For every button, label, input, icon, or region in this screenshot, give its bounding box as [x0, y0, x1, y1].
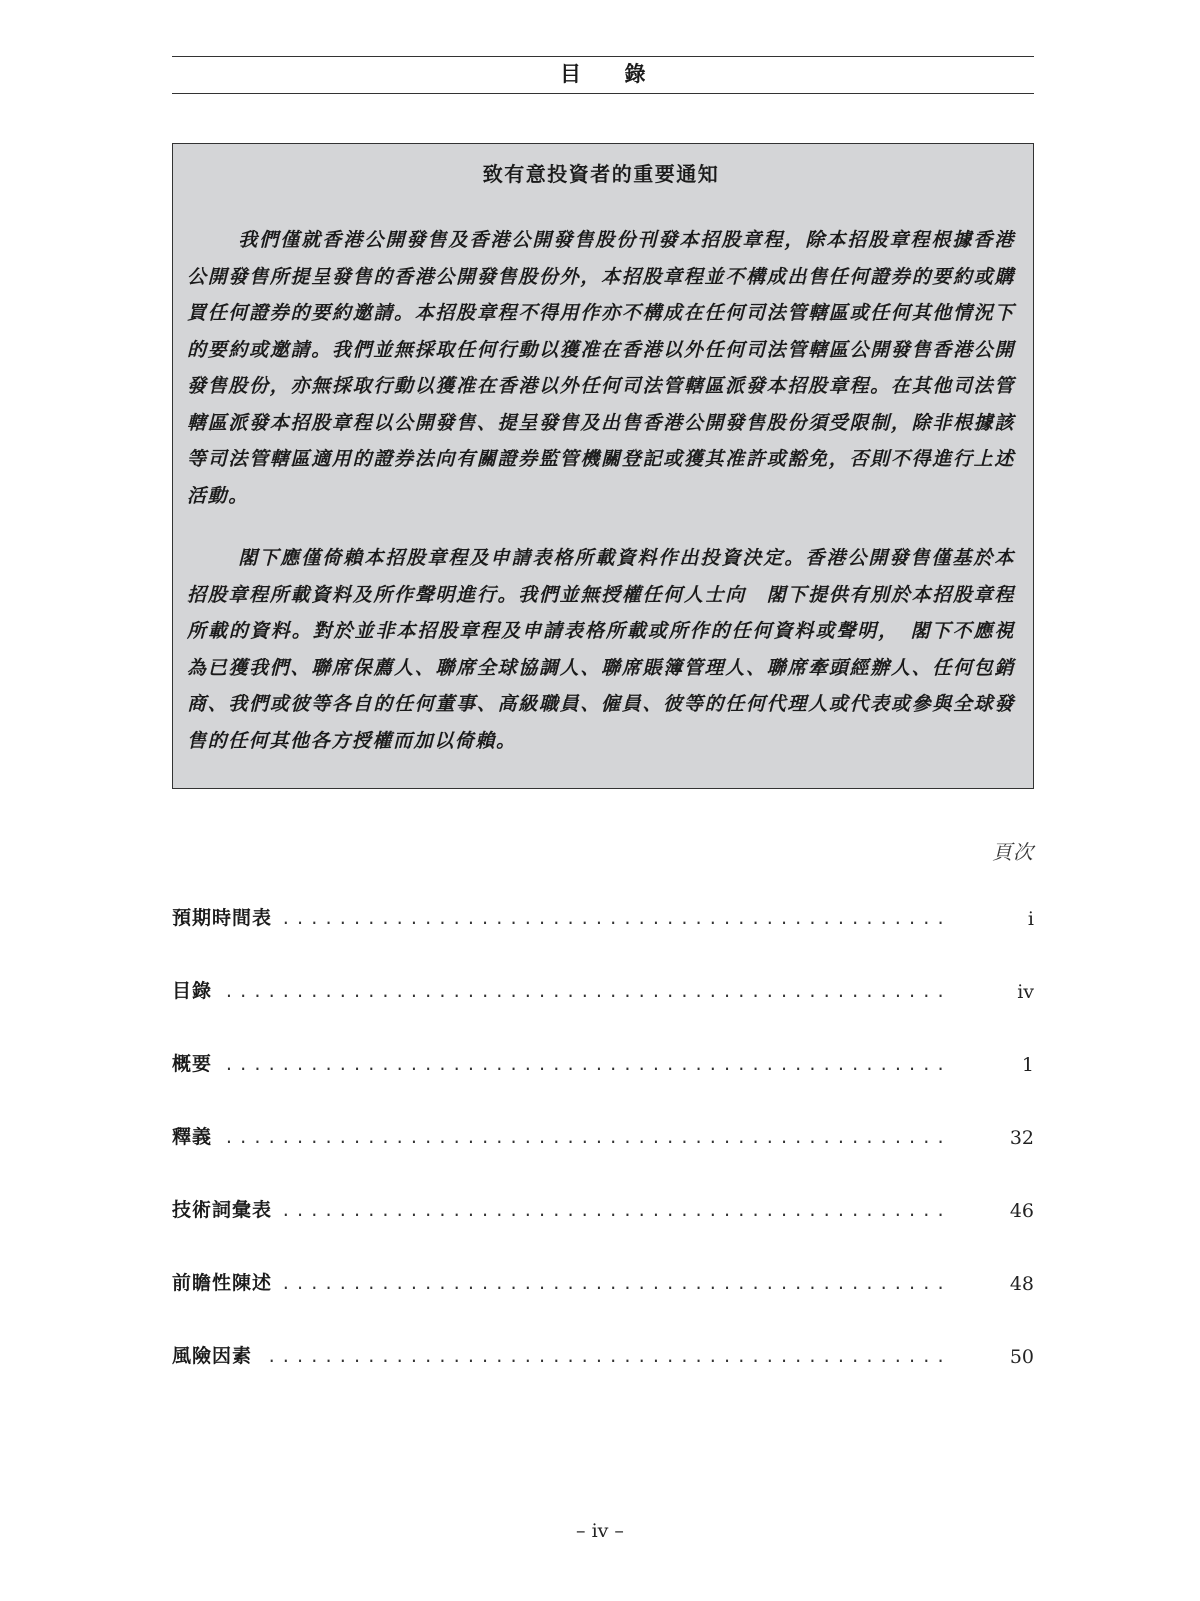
notice-paragraph: 我們僅就香港公開發售及香港公開發售股份刊發本招股章程，除本招股章程根據香港公開發售所提呈發售的香港公開發售股份外，本招股章程並不構成出售任何證券的要約或購買任何證券的要約邀請。本招股章程不得用作亦不構成在任何司法管轄區或任何其他情況下的要約或邀請。我們並無採取任何行動以獲准在香港以外任何司法管轄區公開發售香港公開發售股份，亦無採取行動以獲准在香港以外任何司法管轄區派發本招股章程。在其他司法管轄區派發本招股章程以公開發售、提呈發售及出售香港公開發售股份須受限制，除非根據該等司法管轄區適用的證券法向有關證券監管機關登記或獲其准許或豁免，否則不得進行上述活動。 — [187, 229, 1015, 507]
dot-leader: ................................................... — [224, 1055, 950, 1074]
toc-entry-label[interactable]: 風險因素 — [172, 1345, 253, 1367]
toc-entry[interactable] — [172, 1124, 1034, 1197]
toc-entry-label[interactable]: 釋義 — [172, 1126, 213, 1148]
toc-entry-page: 1 — [1021, 1054, 1034, 1076]
toc-entry-page: 48 — [1009, 1273, 1034, 1295]
notice-title: 致有意投資者的重要通知 — [482, 162, 720, 186]
dot-leader: ............................................... — [281, 1274, 950, 1293]
toc-entry[interactable] — [172, 1051, 1034, 1124]
toc-entry[interactable] — [172, 1197, 1034, 1270]
toc-entry[interactable] — [172, 978, 1034, 1051]
dot-leader: ................................................... — [224, 982, 950, 1001]
toc-entry-label[interactable]: 概要 — [172, 1053, 213, 1075]
table-of-contents — [172, 905, 1034, 1416]
notice-paragraph: 閣下應僅倚賴本招股章程及申請表格所載資料作出投資決定。香港公開發售僅基於本招股章程所載資料及所作聲明進行。我們並無授權任何人士向 閣下提供有別於本招股章程所載的資料。對於並非本招股章程及申請表格所載或所作的任何資料或聲明， 閣下不應視為已獲我們、聯席保薦人、聯席全球協調人、聯席賬簿管理人、聯席牽頭經辦人、任何包銷商、我們或彼等各自的任何董事、高級職員、僱員、彼等的任何代理人或代表或參與全球發售的任何其他各方授權而加以倚賴。 — [187, 547, 1015, 752]
dot-leader: ................................................ — [266, 1347, 950, 1366]
toc-entry-label[interactable]: 技術詞彙表 — [172, 1199, 273, 1221]
dot-leader: ................................................... — [224, 1128, 950, 1147]
page-title: 目 錄 — [172, 56, 1034, 94]
page-column-label: 頁次 — [992, 840, 1034, 864]
toc-entry-label[interactable]: 前瞻性陳述 — [172, 1272, 273, 1294]
toc-entry-page: 50 — [1009, 1346, 1034, 1368]
toc-entry[interactable] — [172, 1343, 1034, 1416]
toc-entry[interactable] — [172, 905, 1034, 978]
toc-entry-page: iv — [1017, 981, 1034, 1003]
dot-leader: ............................................... — [281, 1201, 950, 1220]
toc-entry-label[interactable]: 預期時間表 — [172, 907, 273, 929]
toc-entry[interactable] — [172, 1270, 1034, 1343]
dot-leader: ............................................... — [281, 909, 950, 928]
important-notice-box — [172, 143, 1034, 789]
toc-entry-label[interactable]: 目錄 — [172, 980, 213, 1002]
page-number: – iv – — [576, 1520, 624, 1542]
toc-entry-page: 32 — [1009, 1127, 1034, 1149]
toc-entry-page: i — [1027, 908, 1034, 930]
toc-entry-page: 46 — [1009, 1200, 1034, 1222]
